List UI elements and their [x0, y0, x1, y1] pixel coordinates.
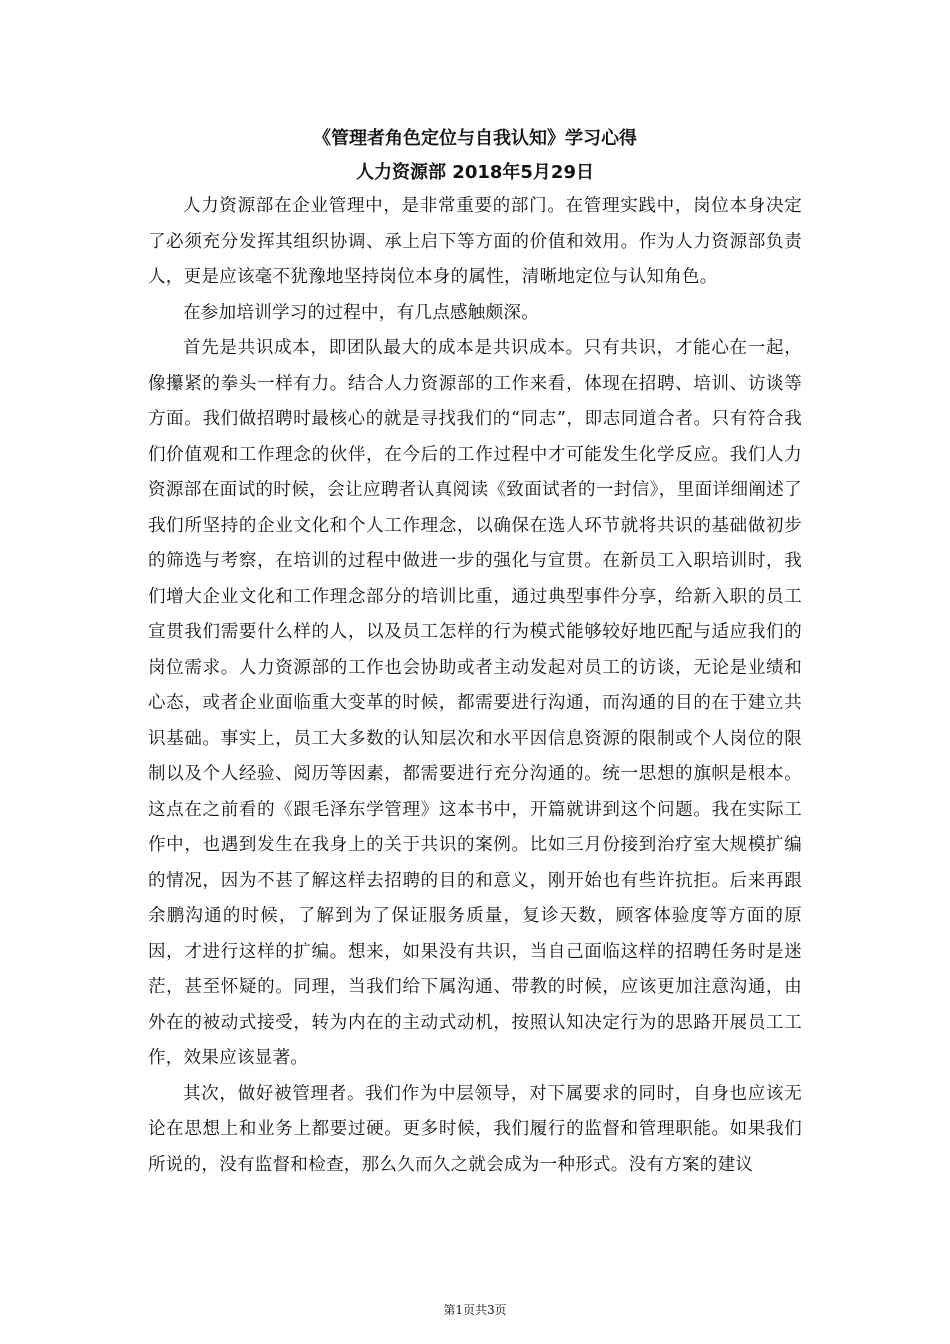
paragraph: 其次，做好被管理者。我们作为中层领导，对下属要求的同时，自身也应该无论在思想上和业务上都要过硬。更多时候，我们履行的监督和管理职能。如果我们所说的，没有监督和检查，那么久而久之就会成为一种形式。没有方案的建议 — [148, 1083, 802, 1175]
paragraph: 在参加培训学习的过程中，有几点感触颇深。 — [183, 302, 539, 323]
page-footer: 第1页共3页 — [443, 1303, 507, 1317]
paragraph: 人力资源部在企业管理中，是非常重要的部门。在管理实践中，岗位本身决定了必须充分发挥其组织协调、承上启下等方面的价值和效用。作为人力资源部负责人，更是应该毫不犹豫地坚持岗位本身的属性，清晰地定位与认知角色。 — [148, 196, 802, 287]
paragraph: 首先是共识成本，即团队最大的成本是共识成本。只有共识，才能心在一起，像攥紧的拳头一样有力。结合人力资源部的工作来看，体现在招聘、培训、访谈等方面。我们做招聘时最核心的就是寻找我们的“同志”，即志同道合者。只有符合我们价值观和工作理念的伙伴，在今后的工作过程中才可能发生化学反应。我们人力资源部在面试的时候，会让应聘者认真阅读《致面试者的一封信》，里面详细阐述了我们所坚持的企业文化和个人工作理念，以确保在选人环节就将共识的基础做初步的筛选与考察，在培训的过程中做进一步的强化与宣贯。在新员工入职培训时，我们增大企业文化和工作理念部分的培训比重，通过典型事件分享，给新入职的员工宣贯我们需要什么样的人，以及员工怎样的行为模式能够较好地匹配与适应我们的岗位需求。人力资源部的工作也会协助或者主动发起对员工的访谈，无论是业绩和心态，或者企业面临重大变革的时候，都需要进行沟通，而沟通的目的在于建立共识基础。事实上，员工大多数的认知层次和水平因信息资源的限制或个人岗位的限制以及个人经验、阅历等因素，都需要进行充分沟通的。统一思想的旗帜是根本。这点在之前看的《跟毛泽东学管理》这本书中，开篇就讲到这个问题。我在实际工作中，也遇到发生在我身上的关于共识的案例。比如三月份接到治疗室大规模扩编的情况，因为不甚了解这样去招聘的目的和意义，刚开始也有些许抗拒。后来再跟余鹏沟通的时候，了解到为了保证服务质量，复诊天数，顾客体验度等方面的原因，才进行这样的扩编。想来，如果没有共识，当自己面临这样的招聘任务时是迷茫，甚至怀疑的。同理，当我们给下属沟通、带教的时候，应该更加注意沟通，由外在的被动式接受，转为内在的主动式动机，按照认知决定行为的思路开展员工工作，效果应该显著。 — [148, 338, 802, 1068]
document-title: 《管理者角色定位与自我认知》学习心得 — [313, 128, 637, 149]
document-body — [148, 189, 802, 1183]
document-subtitle: 人力资源部 2018年5月29日 — [356, 162, 594, 183]
